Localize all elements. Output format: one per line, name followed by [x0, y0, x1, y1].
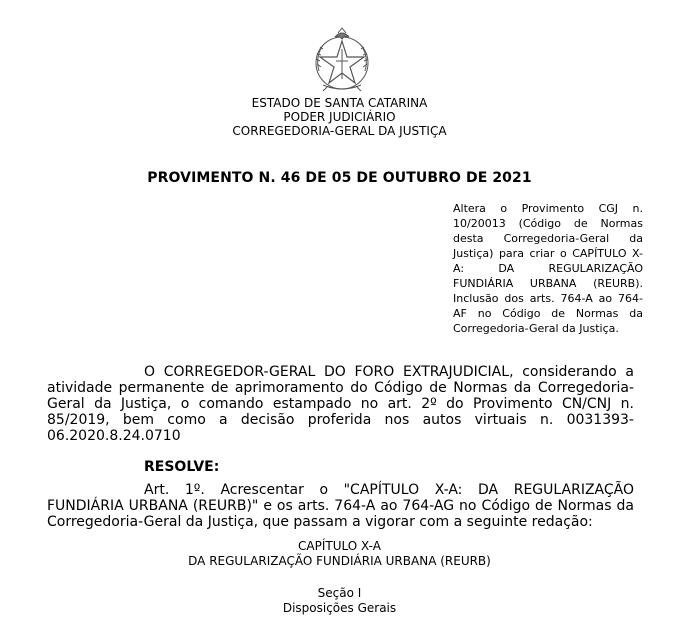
ementa-summary: Altera o Provimento CGJ n. 10/20013 (Código de Normas desta Corregedoria-Geral da Justiça) para criar o CAPÍTULO X-A: DA REGULARIZAÇÃO FUNDIÁRIA URBANA (REURB). Inclusão dos arts. 764-A ao 764-AF no Código de Normas da Corregedoria-Geral da Justiça. — [453, 202, 643, 335]
chapter-name: DA REGULARIZAÇÃO FUNDIÁRIA URBANA (REURB) — [188, 554, 491, 568]
header-state: ESTADO DE SANTA CATARINA — [251, 96, 428, 110]
preamble-paragraph: O CORREGEDOR-GERAL DO FORO EXTRAJUDICIAL, considerando a atividade permanente de aprimoramento do Código de Normas da Corregedoria-Geral da Justiça, o comando estampado no art. 2º do Provimento CN/CNJ n. 85/2019, bem como a decisão proferida nos autos virtuais n. 0031393-06.2020.8.24.0710 — [47, 364, 634, 444]
chapter-number: CAPÍTULO X-A — [298, 539, 381, 553]
article-1-paragraph: Art. 1º. Acrescentar o "CAPÍTULO X-A: DA REGULARIZAÇÃO FUNDIÁRIA URBANA (REURB)" e os arts. 764-A ao 764-AG no Código de Normas da Corregedoria-Geral da Justiça, que passam a vigorar com a seguinte redação: — [47, 482, 634, 530]
section-name: Disposições Gerais — [282, 601, 397, 615]
section-heading — [0, 586, 679, 616]
header-office: CORREGEDORIA-GERAL DA JUSTIÇA — [232, 124, 447, 138]
header-branch: PODER JUDICIÁRIO — [283, 110, 396, 124]
section-number: Seção I — [317, 586, 362, 600]
chapter-heading — [0, 539, 679, 569]
resolve-heading: RESOLVE: — [144, 459, 220, 475]
document-title: PROVIMENTO N. 46 DE 05 DE OUTUBRO DE 2021 — [147, 170, 532, 186]
state-coat-of-arms-icon — [311, 27, 373, 93]
document-header — [0, 96, 679, 138]
